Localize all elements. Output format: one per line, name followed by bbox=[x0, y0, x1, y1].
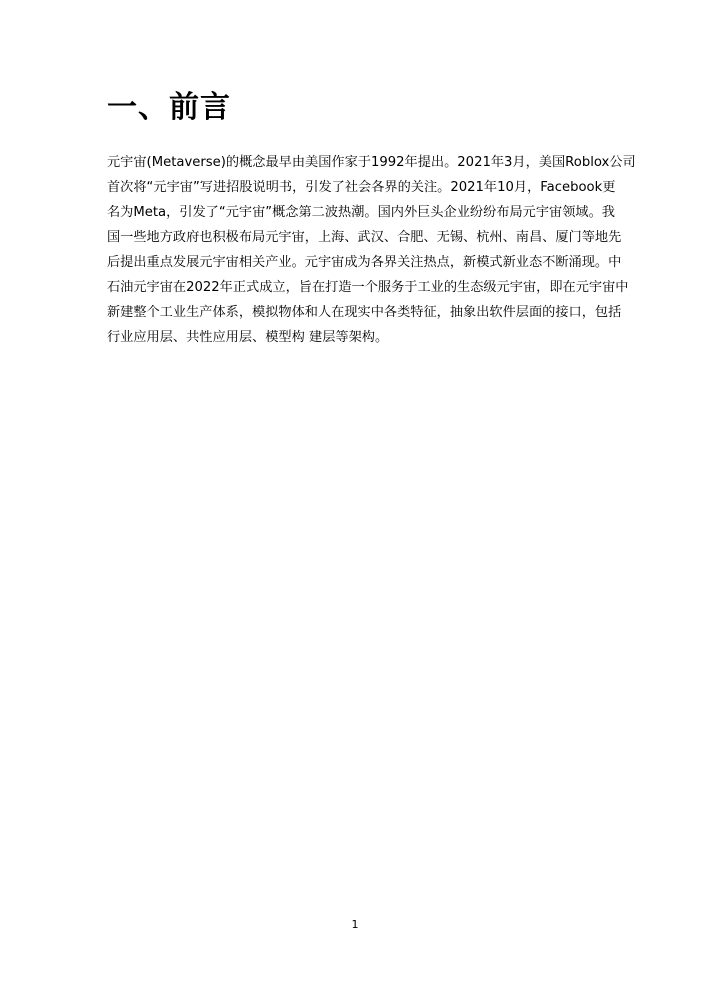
paragraph-line: 元宇宙(Metaverse)的概念最早由美国作家于1992年提出。2021年3月，美国Roblox公司 bbox=[107, 155, 636, 170]
paragraph-line: 行业应用层、共性应用层、模型构 建层等架构。 bbox=[107, 330, 389, 345]
page-number: 1 bbox=[351, 918, 359, 931]
paragraph-line: 名为Meta，引发了“元宇宙”概念第二波热潮。国内外巨头企业纷纷布局元宇宙领域。我 bbox=[107, 205, 615, 220]
paragraph-line: 首次将“元宇宙”写进招股说明书，引发了社会各界的关注。2021年10月，Facebook更 bbox=[107, 180, 616, 195]
paragraph-line: 后提出重点发展元宇宙相关产业。元宇宙成为各界关注热点，新模式新业态不断涌现。中 bbox=[107, 255, 622, 270]
body-paragraph bbox=[107, 150, 636, 350]
paragraph-line: 新建整个工业生产体系，模拟物体和人在现实中各类特征，抽象出软件层面的接口，包括 bbox=[107, 305, 622, 320]
section-heading: 一、前言 bbox=[107, 90, 231, 125]
paragraph-line: 石油元宇宙在2022年正式成立，旨在打造一个服务于工业的生态级元宇宙，即在元宇宙中 bbox=[107, 280, 629, 295]
paragraph-line: 国一些地方政府也积极布局元宇宙，上海、武汉、合肥、无锡、杭州、南昌、厦门等地先 bbox=[107, 230, 622, 245]
